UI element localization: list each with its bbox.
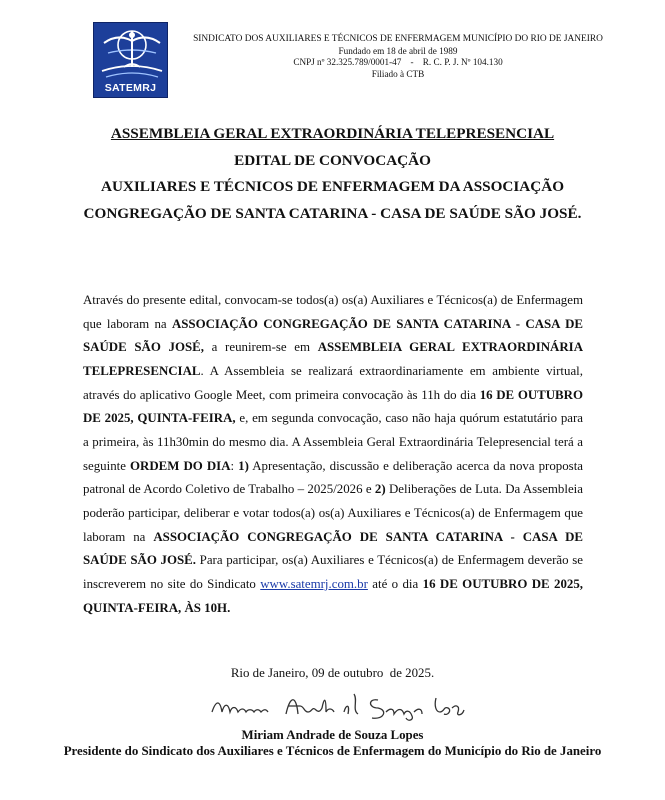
signer-role: Presidente do Sindicato dos Auxiliares e Técnicos de Enfermagem do Município do Rio de Janeiro <box>63 743 602 758</box>
website-link[interactable]: www.satemrj.com.br <box>260 576 368 591</box>
title-assembly: ASSEMBLEIA GERAL EXTRAORDINÁRIA TELEPRESENCIAL <box>110 125 555 142</box>
body-text: Apresentação, discussão e deliberação acerca da nova proposta patronal de Acordo Coletivo de Trabalho – 2025/2026 e <box>83 458 583 497</box>
registry-numbers: CNPJ nº 32.325.789/0001-47 - R. C. P. J. Nº 104.130 <box>293 57 503 68</box>
signer-name: Miriam Andrade de Souza Lopes <box>241 728 424 742</box>
title-edital: EDITAL DE CONVOCAÇÃO <box>234 151 431 169</box>
body-text: Para participar, os(a) Auxiliares e Técnicos(a) de Enfermagem deverão se inscreverem no site do Sindicato <box>83 553 583 591</box>
place-date: Rio de Janeiro, 09 de outubro de 2025. <box>230 666 435 680</box>
body-bold: 16 DE OUTUBRO DE 2025, QUINTA-FEIRA, <box>83 387 583 426</box>
title-target: AUXILIARES E TÉCNICOS DE ENFERMAGEM DA ASSOCIAÇÃO CONGREGAÇÃO DE SANTA CATARINA - CASA DE SAÚDE SÃO JOSÉ. <box>83 178 582 222</box>
body-bold: 1) <box>238 458 249 473</box>
union-logo <box>93 22 168 98</box>
affiliation: Filiado à CTB <box>371 68 425 79</box>
org-name: SINDICATO DOS AUXILIARES E TÉCNICOS DE ENFERMAGEM MUNICÍPIO DO RIO DE JANEIRO <box>193 34 603 44</box>
body-bold: ORDEM DO DIA <box>130 458 231 473</box>
body-text: a reunirem-se em <box>204 340 318 355</box>
body-text: até o dia <box>367 576 423 591</box>
body-text: Através do presente edital, convocam-se todos(a) os(a) Auxiliares e Técnicos(a) de Enfermagem que laboram na <box>83 293 583 331</box>
edital-body <box>83 289 583 620</box>
body-bold: 2) <box>374 482 386 497</box>
body-bold: 16 DE OUTUBRO DE 2025, QUINTA-FEIRA, ÀS 10H. <box>83 576 584 615</box>
body-bold: ASSEMBLEIA GERAL EXTRAORDINÁRIA TELEPRESENCIAL <box>83 340 584 378</box>
body-text: e, em segunda convocação, caso não haja quórum estatutário para a primeira, às 11h30min do mesmo dia. A Assembleia Geral Extraordinária Telepresencial terá a seguinte <box>83 411 583 473</box>
handwritten-signature-icon <box>208 690 468 724</box>
letterhead <box>178 34 618 80</box>
document-title <box>70 121 595 227</box>
signer-block <box>60 728 605 759</box>
body-text: . A Assembleia se realizará extraordinariamente em ambiente virtual, através do aplicativo Google Meet, com primeira convocação às 11h do dia <box>83 363 583 402</box>
body-text: : <box>230 458 239 473</box>
body-text: Deliberações de Luta. Da Assembleia poderão participar, deliberar e votar todos(a) os(a) Auxiliares e Técnicos(a) de Enfermagem que laboram na <box>83 482 583 544</box>
logo-text: SATEMRJ <box>104 82 157 94</box>
body-bold: ASSOCIAÇÃO CONGREGAÇÃO DE SANTA CATARINA - CASA DE SAÚDE SÃO JOSÉ, <box>83 316 583 355</box>
signature-image <box>208 690 468 729</box>
body-bold: ASSOCIAÇÃO CONGREGAÇÃO DE SANTA CATARINA - CASA DE SAÚDE SÃO JOSÉ. <box>83 529 583 568</box>
founded-date: Fundado em 18 de abril de 1989 <box>338 45 458 56</box>
logo-emblem-icon <box>94 23 169 85</box>
